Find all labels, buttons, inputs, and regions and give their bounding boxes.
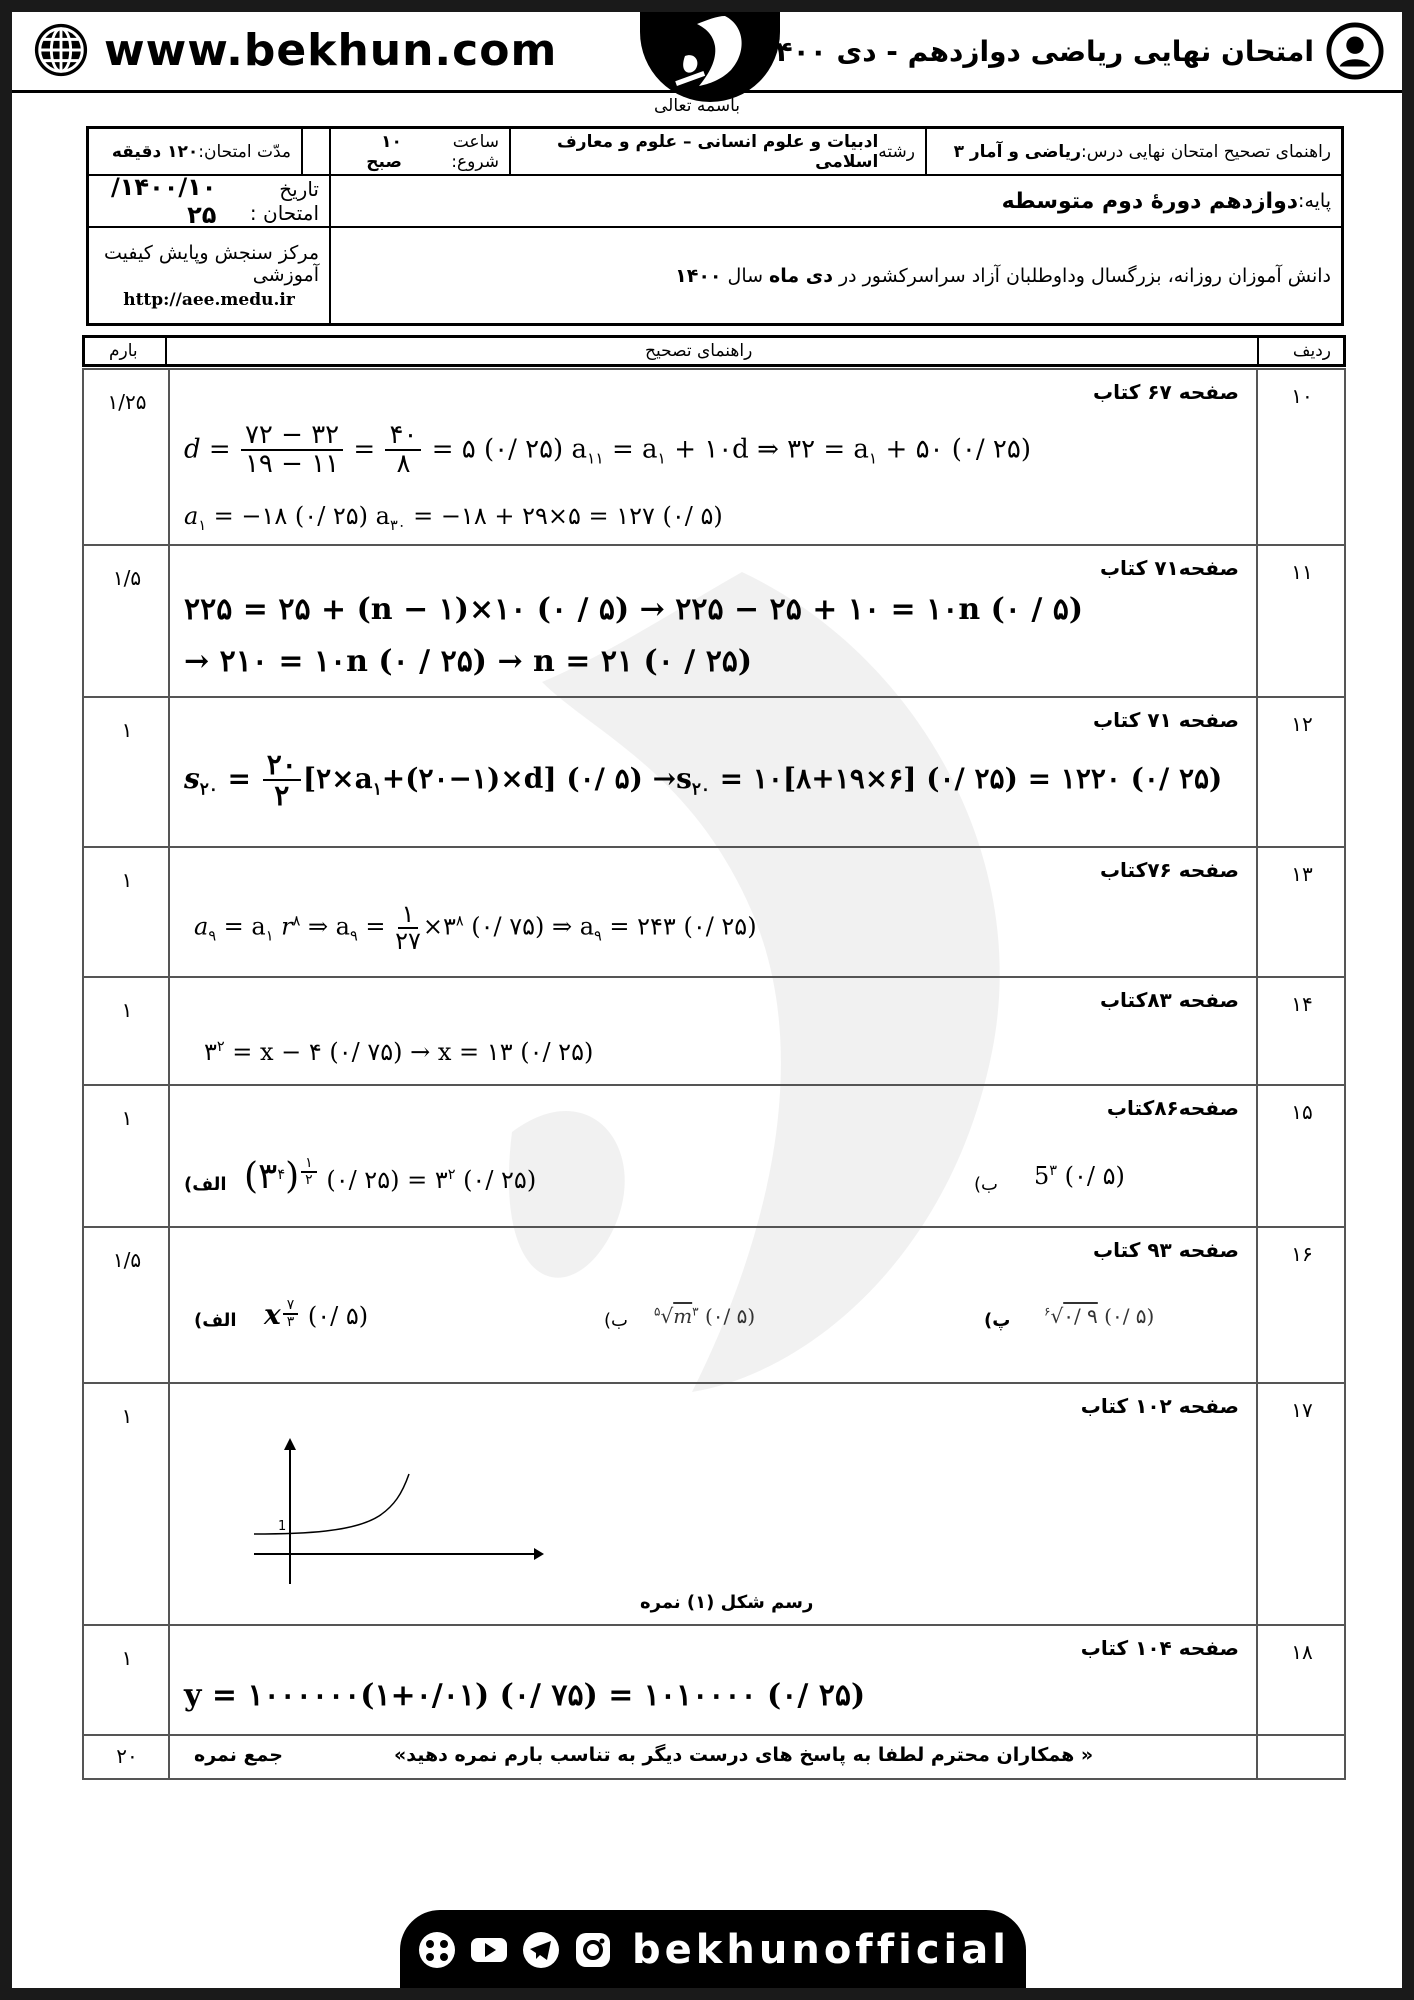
row-score: ۱	[121, 998, 133, 1022]
radical-sign: √	[1050, 1304, 1064, 1328]
audience-cell	[331, 228, 1341, 323]
top-header	[12, 12, 1402, 93]
date-cell	[89, 173, 329, 229]
page-reference: صفحه ۹۳ کتاب	[1092, 1238, 1239, 1262]
radical-sign: √	[660, 1304, 674, 1328]
answer-row	[84, 546, 1344, 698]
fraction	[283, 1298, 299, 1329]
eq-part: )	[285, 1156, 300, 1197]
divider	[1257, 338, 1259, 364]
denominator: ۳	[286, 1313, 295, 1330]
center-cell	[89, 228, 329, 323]
feather-logo-icon	[665, 12, 755, 92]
y-axis-arrow-icon	[284, 1438, 296, 1450]
answer-row	[84, 370, 1344, 546]
answer-equation	[244, 1156, 536, 1197]
subscript: ۱	[372, 778, 382, 799]
grade-cell	[331, 176, 1341, 226]
graph-caption: رسم شکل (۱) نمره	[640, 1592, 814, 1613]
row-score: ۱/۵	[112, 1248, 142, 1272]
site-link[interactable]	[32, 20, 557, 80]
total-score: ۲۰	[116, 1744, 138, 1768]
superscript: ۸	[455, 913, 464, 930]
subscript: ۲۰	[199, 778, 218, 799]
social-bar	[400, 1910, 1026, 1988]
subscript: ۱	[198, 517, 207, 534]
answer-equation: y = ۱۰۰۰۰۰۰(۱+۰/۰۱) (۰/ ۷۵) = ۱۰۱۰۰۰۰ (۰/ ۲۵)	[184, 1678, 866, 1713]
subscript: ۲۰	[691, 778, 710, 799]
numerator: ۴۰	[385, 422, 421, 451]
root-index: ۶	[1044, 1304, 1051, 1319]
eq-part: + ۱۰d ⇒ ۳۲ = a	[665, 434, 869, 465]
start-cell	[331, 129, 509, 174]
eq-part: (۰/ ۷۵) ⇒ a	[463, 912, 595, 941]
part-b-label: ب)	[604, 1310, 628, 1331]
eq-part: (۰/ ۵)	[698, 1304, 756, 1328]
month-value: دی ماه	[769, 264, 833, 287]
numerator: ۱	[398, 902, 419, 929]
answer-equation	[204, 1038, 593, 1066]
answer-equation	[1044, 1304, 1154, 1328]
telegram-icon[interactable]	[520, 1929, 562, 1971]
subject-value: ریاضی و آمار ۳	[953, 141, 1081, 162]
row-number: ۱۴	[1291, 992, 1313, 1016]
exam-title: امتحان نهایی ریاضی دوازدهم - دی ۱۴۰۰	[758, 34, 1314, 68]
exam-info-table	[86, 126, 1344, 326]
aparat-icon[interactable]	[416, 1929, 458, 1971]
fraction	[301, 1156, 317, 1187]
answer-equation: → ۲۱۰ = ۱۰n (۰ / ۲۵) → n = ۲۱ (۰ / ۲۵)	[184, 644, 753, 679]
fraction	[263, 750, 301, 811]
denominator: ۱۹ − ۱۱	[244, 449, 340, 480]
instagram-icon[interactable]	[572, 1929, 614, 1971]
eq-part: m	[673, 1304, 693, 1328]
eq-part: (۰/ ۵)	[1057, 1162, 1125, 1190]
user-icon	[1326, 22, 1384, 80]
page-reference: صفحه ۷۶کتاب	[1099, 858, 1239, 882]
numerator: ۲۰	[263, 750, 301, 781]
date-value: ۱۴۰۰/۱۰/ ۲۵	[111, 173, 217, 229]
row-score: ۱	[121, 1106, 133, 1130]
subscript: ۱	[868, 449, 878, 468]
row-number: ۱۲	[1291, 712, 1313, 736]
audience-text: دانش آموزان روزانه، بزرگسال وداوطلبان آزاد سراسرکشور در	[838, 264, 1331, 287]
basmala: باسمه تعالی	[654, 96, 740, 116]
guide-label: راهنمای تصحیح امتحان نهایی درس:	[1080, 141, 1331, 162]
answer-equation	[1034, 1162, 1125, 1190]
eq-part: = a	[603, 434, 658, 465]
eq-part: a	[194, 912, 209, 941]
numerator: ۱	[301, 1156, 317, 1173]
eq-part: a	[184, 502, 199, 530]
center-url[interactable]: http://aee.medu.ir	[123, 289, 295, 310]
eq-part: ⇒ a	[300, 912, 350, 941]
answer-equation	[194, 902, 757, 954]
x-axis-arrow-icon	[534, 1548, 544, 1560]
divider	[165, 338, 167, 364]
fraction	[385, 422, 421, 479]
subscript: ۹	[594, 928, 602, 945]
row-score: ۱/۵	[112, 566, 142, 590]
date-label: تاریخ امتحان :	[249, 177, 319, 225]
row-number: ۱۱	[1291, 560, 1313, 584]
eq-part: x	[264, 1298, 281, 1331]
exponential-graph	[244, 1434, 544, 1594]
eq-part: = −۱۸ + ۲۹×۵ = ۱۲۷ (۰/ ۵)	[405, 502, 723, 530]
field-cell	[511, 129, 925, 174]
eq-part: [۲×a	[302, 761, 373, 795]
subscript: ۱	[657, 449, 666, 468]
page-reference: صفحه ۶۷ کتاب	[1092, 380, 1239, 404]
eq-part: d =	[184, 434, 231, 465]
eq-part: =	[357, 912, 394, 941]
answer-row	[84, 978, 1344, 1086]
part-c-label: پ)	[984, 1310, 1011, 1331]
eq-part: s	[184, 761, 200, 795]
eq-part: (۰/ ۵)	[300, 1302, 369, 1330]
row-score: ۱	[121, 1646, 133, 1670]
superscript: ۳	[692, 1304, 699, 1319]
subject-cell	[927, 129, 1341, 174]
start-value: ۱۰ صبح	[366, 131, 402, 172]
answer-row	[84, 1626, 1344, 1736]
eq-part: ۳	[204, 1038, 217, 1066]
row-number: ۱۵	[1291, 1100, 1313, 1124]
eq-part: 5	[1034, 1162, 1050, 1190]
eq-part: = ۵ (۰/ ۲۵) a	[431, 434, 587, 465]
superscript: ۳	[1049, 1163, 1058, 1179]
eq-part: ۰/ ۹	[1063, 1304, 1098, 1328]
answer-row	[84, 698, 1344, 848]
page-reference: صفحه ۷۱ کتاب	[1092, 708, 1239, 732]
year-value: ۱۴۰۰	[675, 264, 722, 287]
duration-value: ۱۲۰ دقیقه	[111, 141, 199, 162]
denominator: ۲	[305, 1171, 313, 1188]
divider	[301, 129, 303, 176]
answer-row	[84, 1384, 1344, 1626]
eq-part: (۰/ ۲۵) = ۳	[318, 1166, 448, 1194]
eq-part: + ۵۰ (۰/ ۲۵)	[877, 434, 1031, 465]
fraction	[241, 422, 343, 479]
part-b-label: ب)	[974, 1174, 998, 1195]
fraction	[395, 902, 421, 954]
row-number: ۱۸	[1291, 1640, 1313, 1664]
superscript: ۴	[277, 1167, 286, 1183]
row-number: ۱۳	[1291, 862, 1313, 886]
answer-row	[84, 1086, 1344, 1228]
numerator: ۷۲ − ۳۲	[241, 422, 343, 451]
eq-part: = a	[216, 912, 266, 941]
exam-title-block	[758, 22, 1384, 80]
eq-part: =	[217, 761, 261, 795]
eq-part: (۰/ ۵)	[1097, 1304, 1155, 1328]
denominator: ۸	[396, 449, 411, 480]
superscript: ۸	[292, 913, 301, 930]
col-score-header: بارم	[109, 341, 138, 361]
eq-part: = −۱۸ (۰/ ۲۵) a	[206, 502, 390, 530]
center-name: مرکز سنجش وپایش کیفیت آموزشی	[104, 241, 319, 286]
superscript: ۲	[447, 1167, 456, 1183]
page-reference: صفحه ۸۳کتاب	[1099, 988, 1239, 1012]
part-a-label: الف)	[184, 1174, 227, 1195]
site-url[interactable]: www.bekhun.com	[104, 24, 558, 76]
answer-equation	[264, 1298, 368, 1331]
y-intercept-label: 1	[278, 1519, 287, 1534]
eq-part: = ۱۰[۸+۱۹×۶] (۰/ ۲۵) = ۱۲۲۰ (۰/ ۲۵)	[709, 761, 1223, 795]
numerator: ۷	[283, 1298, 299, 1315]
year-label: سال	[727, 264, 764, 287]
subscript: ۳۰	[389, 517, 406, 534]
row-score: ۱/۲۵	[107, 390, 147, 414]
page-reference: صفحه۷۱ کتاب	[1099, 556, 1239, 580]
eq-part: (۳	[244, 1156, 278, 1197]
duration-label: مدّت امتحان:	[198, 141, 291, 162]
superscript: ۲	[216, 1039, 225, 1055]
exam-page	[12, 12, 1402, 1988]
eq-part: = x − ۴ (۰/ ۷۵) → x = ۱۳ (۰/ ۲۵)	[224, 1038, 594, 1066]
denominator: ۲	[274, 779, 290, 813]
grading-table	[82, 368, 1346, 1780]
row-score: ۱	[121, 868, 133, 892]
answer-equation: ۲۲۵ = ۲۵ + (n − ۱)×۱۰ (۰ / ۵) → ۲۲۵ − ۲۵ + ۱۰ = ۱۰n (۰ / ۵)	[184, 592, 1084, 627]
eq-part: r	[273, 912, 293, 941]
start-label: ساعت شروع:	[451, 131, 499, 172]
page-reference: صفحه ۱۰۴ کتاب	[1080, 1636, 1239, 1660]
eq-part: ×۳	[422, 912, 456, 941]
denominator: ۲۷	[395, 927, 421, 956]
globe-icon	[32, 21, 90, 79]
page-reference: صفحه۸۶کتاب	[1106, 1096, 1239, 1120]
row-number: ۱۶	[1291, 1242, 1313, 1266]
row-score: ۱	[121, 1404, 133, 1428]
eq-part: = ۲۴۳ (۰/ ۲۵)	[601, 912, 757, 941]
page-reference: صفحه ۱۰۲ کتاب	[1080, 1394, 1239, 1418]
part-a-label: الف)	[194, 1310, 237, 1331]
social-handle[interactable]: bekhunofficial	[632, 1927, 1010, 1973]
col-guide-header: راهنمای تصحیح	[645, 341, 753, 361]
total-row	[84, 1736, 1344, 1778]
grading-note: « همکاران محترم لطفا به پاسخ های درست دیگر به تناسب بارم نمره دهید»	[394, 1744, 1094, 1766]
root-index: ۵	[654, 1304, 661, 1319]
eq-part: =	[353, 434, 376, 465]
grading-header	[82, 335, 1346, 367]
row-number: ۱۰	[1291, 384, 1313, 408]
answer-row	[84, 848, 1344, 978]
field-value: ادبیات و علوم انسانی – علوم و معارف اسلامی	[557, 131, 879, 172]
answer-equation	[184, 502, 723, 534]
subscript: ۱۱	[586, 449, 604, 468]
answer-equation	[184, 422, 1031, 479]
grade-label: پایه:	[1298, 190, 1331, 212]
row-number: ۱۷	[1291, 1398, 1313, 1422]
subscript: ۹	[350, 928, 358, 945]
row-score: ۱	[121, 718, 133, 742]
answer-row	[84, 1228, 1344, 1384]
eq-part: (۰/ ۲۵)	[455, 1166, 537, 1194]
answer-equation	[184, 750, 1222, 811]
eq-part: +(۲۰−۱)×d] (۰/ ۵) →s	[381, 761, 692, 795]
duration-cell	[89, 129, 301, 174]
grade-value: دوازدهم دورۀ دوم متوسطه	[1001, 188, 1299, 214]
col-row-header: ردیف	[1292, 341, 1331, 361]
subscript: ۱	[265, 928, 274, 945]
total-label: جمع نمره	[194, 1744, 283, 1766]
field-label: رشته	[878, 141, 915, 162]
youtube-icon[interactable]	[468, 1929, 510, 1971]
subscript: ۹	[208, 928, 217, 945]
answer-equation	[654, 1304, 755, 1328]
